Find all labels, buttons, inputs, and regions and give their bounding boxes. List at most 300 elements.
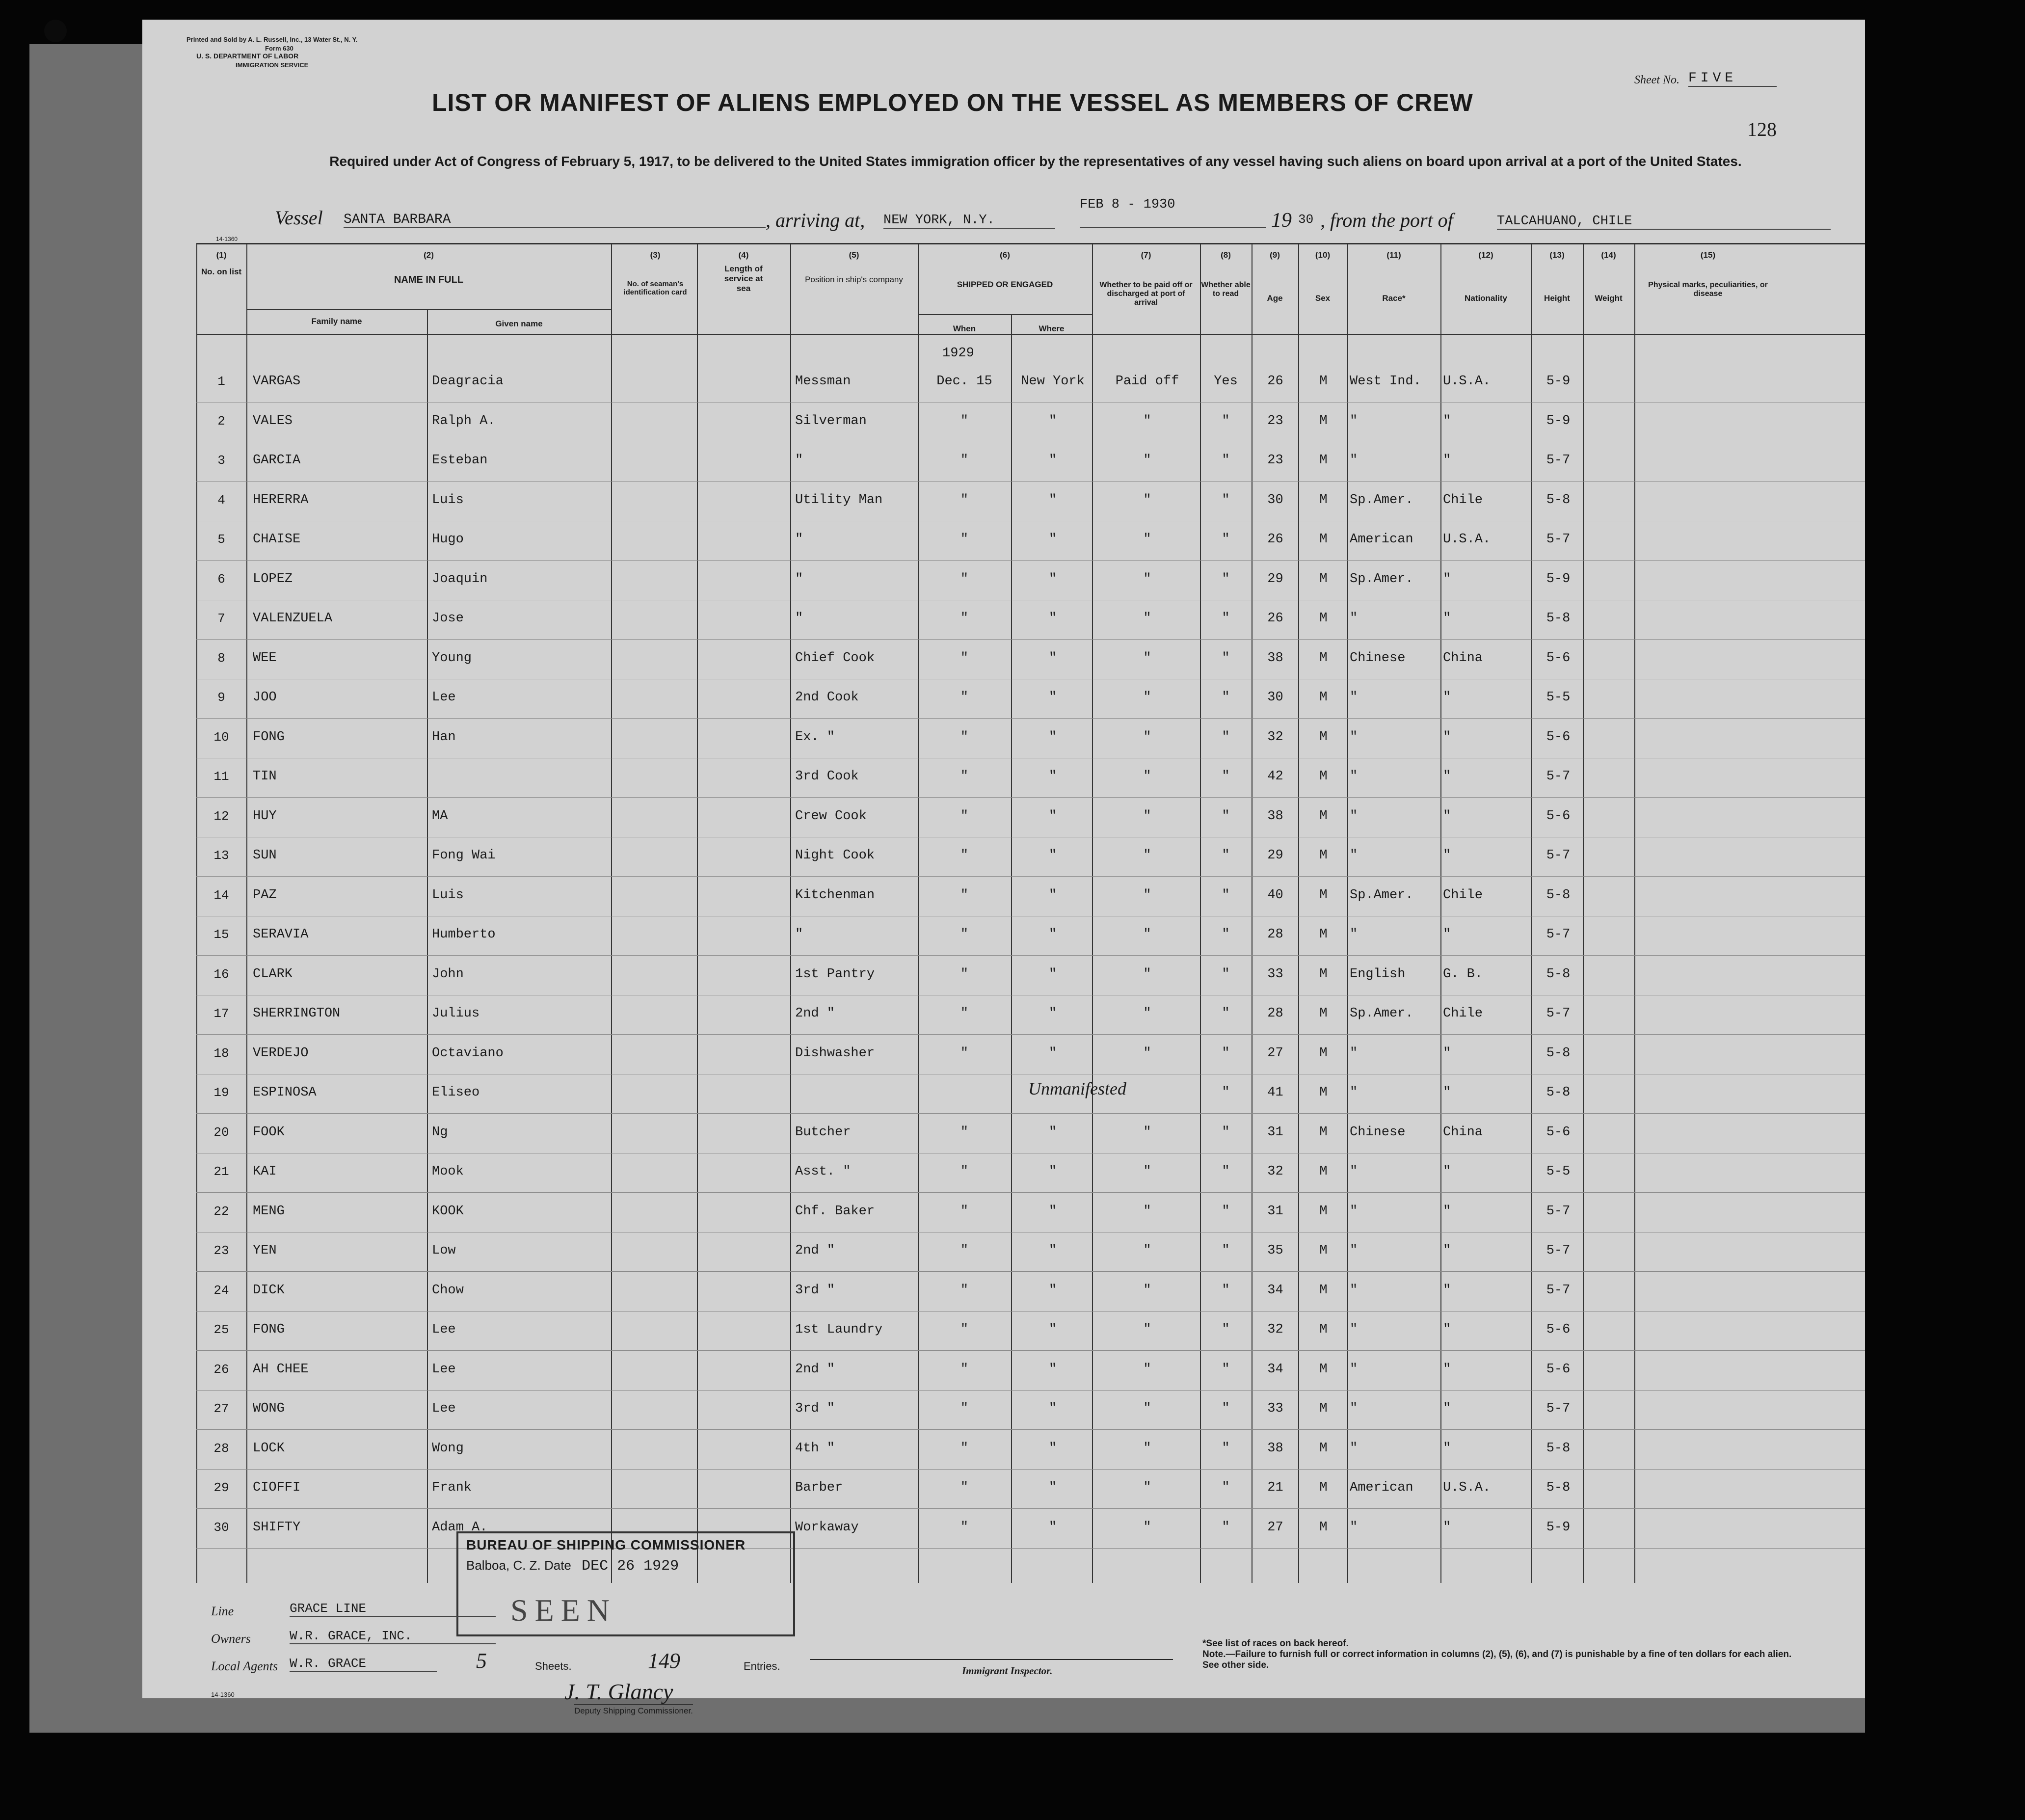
able-to-read: " bbox=[1222, 1124, 1230, 1140]
paid-off: Paid off bbox=[1115, 374, 1179, 389]
family-name: FONG bbox=[253, 729, 285, 745]
table-row bbox=[142, 995, 1865, 1035]
height: 5-6 bbox=[1546, 1124, 1571, 1140]
age: 30 bbox=[1267, 492, 1283, 508]
page-number: 128 bbox=[1747, 118, 1777, 140]
position: Crew Cook bbox=[795, 808, 867, 824]
height: 5-7 bbox=[1546, 532, 1571, 547]
shipped-where: " bbox=[1048, 927, 1057, 942]
family-name: KAI bbox=[253, 1164, 277, 1179]
height: 5-9 bbox=[1546, 374, 1571, 389]
sex: M bbox=[1319, 650, 1328, 666]
col10-header: Sex bbox=[1315, 294, 1331, 303]
race: " bbox=[1350, 927, 1358, 942]
nationality: " bbox=[1443, 1362, 1451, 1377]
paid-off: " bbox=[1143, 1006, 1151, 1021]
height: 5-6 bbox=[1546, 729, 1571, 745]
col7-num: (7) bbox=[1141, 250, 1151, 260]
family-name: YEN bbox=[253, 1243, 277, 1258]
col15-header: Physical marks, peculiarities, or disease bbox=[1648, 281, 1768, 298]
vessel-name: SANTA BARBARA bbox=[344, 212, 766, 228]
family-name: VALES bbox=[253, 413, 293, 428]
paid-off: " bbox=[1143, 1045, 1151, 1061]
age: 31 bbox=[1267, 1204, 1283, 1219]
table-row bbox=[142, 1114, 1865, 1153]
shipped-when: " bbox=[960, 769, 969, 784]
able-to-read: Yes bbox=[1214, 374, 1238, 389]
family-name: VARGAS bbox=[253, 374, 301, 389]
nationality: Chile bbox=[1443, 492, 1483, 508]
sex: M bbox=[1319, 1164, 1328, 1179]
row-number: 20 bbox=[213, 1124, 229, 1140]
given-name: Wong bbox=[432, 1441, 464, 1456]
position: Asst. " bbox=[795, 1164, 851, 1179]
paid-off: " bbox=[1143, 1322, 1151, 1337]
shipped-when: " bbox=[960, 1204, 969, 1219]
col9-header: Age bbox=[1267, 294, 1283, 303]
position: 3rd Cook bbox=[795, 769, 859, 784]
arrival-date: FEB 8 - 1930 bbox=[1080, 197, 1266, 228]
printer-line: Printed and Sold by A. L. Russell, Inc., 13 Water St., N. Y. bbox=[187, 36, 358, 43]
note-races: *See list of races on back hereof. bbox=[1202, 1638, 1349, 1649]
col8-header: Whether able to read bbox=[1201, 281, 1251, 298]
inspector-signature-line bbox=[810, 1659, 1173, 1660]
table-row bbox=[142, 1153, 1865, 1193]
given-name: Eliseo bbox=[432, 1085, 480, 1100]
table-row bbox=[142, 719, 1865, 758]
age: 27 bbox=[1267, 1045, 1283, 1061]
shipped-when: " bbox=[960, 729, 969, 745]
age: 32 bbox=[1267, 1322, 1283, 1337]
paid-off: " bbox=[1143, 1124, 1151, 1140]
able-to-read: " bbox=[1222, 769, 1230, 784]
deputy-signature: J. T. Glancy bbox=[564, 1679, 673, 1704]
sex: M bbox=[1319, 1045, 1328, 1061]
able-to-read: " bbox=[1222, 1480, 1230, 1495]
age: 30 bbox=[1267, 690, 1283, 705]
vessel-label: Vessel bbox=[275, 207, 323, 229]
sex: M bbox=[1319, 1283, 1328, 1298]
height: 5-5 bbox=[1546, 1164, 1571, 1179]
col10-num: (10) bbox=[1315, 250, 1331, 260]
table-row bbox=[142, 837, 1865, 877]
family-name: JOO bbox=[253, 690, 277, 705]
paid-off: " bbox=[1143, 611, 1151, 626]
given-name: Frank bbox=[432, 1480, 472, 1495]
race: " bbox=[1350, 808, 1358, 824]
agents-value: W.R. GRACE bbox=[290, 1656, 437, 1672]
position: 3rd " bbox=[795, 1401, 835, 1416]
paid-off: " bbox=[1143, 532, 1151, 547]
table-row bbox=[142, 1391, 1865, 1430]
able-to-read: " bbox=[1222, 1322, 1230, 1337]
race: " bbox=[1350, 1441, 1358, 1456]
col5-num: (5) bbox=[849, 250, 859, 260]
nationality: U.S.A. bbox=[1443, 1480, 1491, 1495]
position: 2nd " bbox=[795, 1362, 835, 1377]
position: 3rd " bbox=[795, 1283, 835, 1298]
col5-header: Position in ship's company bbox=[805, 275, 903, 284]
table-row bbox=[142, 640, 1865, 679]
col15-num: (15) bbox=[1700, 250, 1716, 260]
height: 5-7 bbox=[1546, 769, 1571, 784]
age: 38 bbox=[1267, 808, 1283, 824]
sex: M bbox=[1319, 1362, 1328, 1377]
row-number: 5 bbox=[217, 532, 225, 547]
shipped-where: " bbox=[1048, 1362, 1057, 1377]
sheets-label: Sheets. bbox=[535, 1660, 572, 1672]
race: " bbox=[1350, 1362, 1358, 1377]
col13-num: (13) bbox=[1549, 250, 1565, 260]
table-row bbox=[142, 1272, 1865, 1311]
shipped-when: " bbox=[960, 453, 969, 468]
able-to-read: " bbox=[1222, 532, 1230, 547]
shipped-when: " bbox=[960, 1441, 969, 1456]
age: 33 bbox=[1267, 966, 1283, 982]
row-number: 13 bbox=[213, 848, 229, 863]
given-name: Humberto bbox=[432, 927, 496, 942]
col11-header: Race* bbox=[1382, 294, 1406, 303]
entries-count: 149 bbox=[648, 1649, 680, 1673]
height: 5-6 bbox=[1546, 808, 1571, 824]
given-name: Lee bbox=[432, 690, 456, 705]
shipped-when: " bbox=[960, 1401, 969, 1416]
age: 28 bbox=[1267, 927, 1283, 942]
nationality: " bbox=[1443, 1283, 1451, 1298]
row-number: 17 bbox=[213, 1006, 229, 1021]
age: 29 bbox=[1267, 848, 1283, 863]
paid-off: " bbox=[1143, 927, 1151, 942]
table-row bbox=[142, 561, 1865, 600]
sex: M bbox=[1319, 611, 1328, 626]
given-name: Joaquin bbox=[432, 571, 488, 587]
race: West Ind. bbox=[1350, 374, 1421, 389]
race: " bbox=[1350, 1204, 1358, 1219]
paid-off: " bbox=[1143, 413, 1151, 428]
col7-header: Whether to be paid off or discharged at port of arrival bbox=[1099, 281, 1193, 307]
shipped-when: " bbox=[960, 1045, 969, 1061]
position: " bbox=[795, 453, 803, 468]
sex: M bbox=[1319, 927, 1328, 942]
deputy-label: Deputy Shipping Commissioner. bbox=[574, 1704, 693, 1716]
nationality: " bbox=[1443, 1045, 1451, 1061]
note-penalty: Note.—Failure to furnish full or correct information in columns (2), (5), (6), and (7) is punishable by a fine of ten dollars for each alien. See other side. bbox=[1202, 1649, 1792, 1670]
family-name: FOOK bbox=[253, 1124, 285, 1140]
paid-off: " bbox=[1143, 1283, 1151, 1298]
given-name: Lee bbox=[432, 1362, 456, 1377]
height: 5-7 bbox=[1546, 1243, 1571, 1258]
nationality: China bbox=[1443, 650, 1483, 666]
sex: M bbox=[1319, 1085, 1328, 1100]
race: Sp.Amer. bbox=[1350, 1006, 1413, 1021]
position: Workaway bbox=[795, 1520, 859, 1535]
given-name: MA bbox=[432, 808, 448, 824]
nationality: " bbox=[1443, 453, 1451, 468]
age: 33 bbox=[1267, 1401, 1283, 1416]
shipped-where: " bbox=[1048, 492, 1057, 508]
age: 29 bbox=[1267, 571, 1283, 587]
given-name: KOOK bbox=[432, 1204, 464, 1219]
paid-off: " bbox=[1143, 1520, 1151, 1535]
given-name: Octaviano bbox=[432, 1045, 504, 1061]
shipped-where: " bbox=[1048, 1124, 1057, 1140]
given-name: Deagracia bbox=[432, 374, 504, 389]
sex: M bbox=[1319, 1204, 1328, 1219]
nationality: " bbox=[1443, 571, 1451, 587]
able-to-read: " bbox=[1222, 1520, 1230, 1535]
shipped-where: " bbox=[1048, 887, 1057, 903]
row-number: 10 bbox=[213, 729, 229, 745]
row-number: 18 bbox=[213, 1045, 229, 1061]
position: Silverman bbox=[795, 413, 867, 428]
col3-header: No. of seaman's identification card bbox=[623, 280, 687, 296]
table-row bbox=[142, 403, 1865, 442]
table-row bbox=[142, 916, 1865, 956]
family-name: SERAVIA bbox=[253, 927, 309, 942]
given-name: John bbox=[432, 966, 464, 982]
age: 31 bbox=[1267, 1124, 1283, 1140]
paid-off: " bbox=[1143, 1401, 1151, 1416]
line-label: Line bbox=[211, 1604, 234, 1618]
height: 5-7 bbox=[1546, 453, 1571, 468]
row-number: 25 bbox=[213, 1322, 229, 1337]
position: Messman bbox=[795, 374, 851, 389]
col14-num: (14) bbox=[1601, 250, 1616, 260]
age: 26 bbox=[1267, 611, 1283, 626]
shipped-where: " bbox=[1048, 1204, 1057, 1219]
col11-num: (11) bbox=[1386, 250, 1401, 260]
col4-num: (4) bbox=[738, 250, 749, 260]
sex: M bbox=[1319, 887, 1328, 903]
form-code-top: 14-1360 bbox=[216, 236, 238, 242]
nationality: " bbox=[1443, 413, 1451, 428]
height: 5-9 bbox=[1546, 1520, 1571, 1535]
age: 28 bbox=[1267, 1006, 1283, 1021]
able-to-read: " bbox=[1222, 413, 1230, 428]
position: 2nd " bbox=[795, 1243, 835, 1258]
able-to-read: " bbox=[1222, 1164, 1230, 1179]
stamp-date: DEC 26 1929 bbox=[582, 1558, 679, 1575]
family-name: CLARK bbox=[253, 966, 293, 982]
family-name: ESPINOSA bbox=[253, 1085, 317, 1100]
shipped-when: " bbox=[960, 1520, 969, 1535]
col14-header: Weight bbox=[1595, 294, 1623, 303]
row-number: 4 bbox=[217, 492, 225, 508]
position: Chf. Baker bbox=[795, 1204, 875, 1219]
from-port: TALCAHUANO, CHILE bbox=[1497, 214, 1831, 230]
paid-off: " bbox=[1143, 1164, 1151, 1179]
row-number: 8 bbox=[217, 650, 225, 666]
sheet-number: FIVE bbox=[1688, 71, 1777, 87]
race: " bbox=[1350, 769, 1358, 784]
agents-label: Local Agents bbox=[211, 1659, 278, 1673]
age: 42 bbox=[1267, 769, 1283, 784]
race: Sp.Amer. bbox=[1350, 887, 1413, 903]
year-note: 1929 bbox=[942, 346, 974, 361]
able-to-read: " bbox=[1222, 492, 1230, 508]
row-number: 1 bbox=[217, 374, 225, 389]
col8-num: (8) bbox=[1221, 250, 1231, 260]
row-number: 2 bbox=[217, 413, 225, 428]
shipped-where: " bbox=[1048, 611, 1057, 626]
paid-off: " bbox=[1143, 492, 1151, 508]
row-number: 29 bbox=[213, 1480, 229, 1495]
given-name: Young bbox=[432, 650, 472, 666]
shipped-where: " bbox=[1048, 1520, 1057, 1535]
page-subtitle: Required under Act of Congress of February 5, 1917, to be delivered to the United States immigration officer by the representatives of any vessel having such aliens on board upon arrival at a port of the United States. bbox=[329, 154, 1742, 169]
height: 5-7 bbox=[1546, 1006, 1571, 1021]
row-number: 12 bbox=[213, 808, 229, 824]
col2-header: NAME IN FULL bbox=[394, 274, 464, 285]
row-number: 9 bbox=[217, 690, 225, 705]
height: 5-7 bbox=[1546, 1401, 1571, 1416]
family-name: DICK bbox=[253, 1283, 285, 1298]
owners-value: W.R. GRACE, INC. bbox=[290, 1629, 496, 1644]
family-name: WEE bbox=[253, 650, 277, 666]
nationality: Chile bbox=[1443, 887, 1483, 903]
race: " bbox=[1350, 1322, 1358, 1337]
family-name: SUN bbox=[253, 848, 277, 863]
shipped-when: " bbox=[960, 650, 969, 666]
able-to-read: " bbox=[1222, 848, 1230, 863]
position: 2nd " bbox=[795, 1006, 835, 1021]
paid-off: " bbox=[1143, 650, 1151, 666]
race: " bbox=[1350, 848, 1358, 863]
col1-header: No. on list bbox=[201, 267, 242, 276]
table-row bbox=[142, 1232, 1865, 1272]
given-name: Lee bbox=[432, 1322, 456, 1337]
given-name: Esteban bbox=[432, 453, 488, 468]
table-row bbox=[142, 877, 1865, 916]
able-to-read: " bbox=[1222, 1006, 1230, 1021]
sex: M bbox=[1319, 1480, 1328, 1495]
age: 34 bbox=[1267, 1362, 1283, 1377]
paid-off: " bbox=[1143, 690, 1151, 705]
age: 23 bbox=[1267, 453, 1283, 468]
sex: M bbox=[1319, 690, 1328, 705]
table-row bbox=[142, 1074, 1865, 1114]
able-to-read: " bbox=[1222, 927, 1230, 942]
given-name: Luis bbox=[432, 492, 464, 508]
arriving-label: , arriving at, bbox=[766, 209, 865, 231]
shipped-where: " bbox=[1048, 532, 1057, 547]
row-number: 15 bbox=[213, 927, 229, 942]
from-label: , from the port of bbox=[1320, 209, 1453, 231]
family-name: HERERRA bbox=[253, 492, 309, 508]
nationality: " bbox=[1443, 729, 1451, 745]
height: 5-8 bbox=[1546, 1480, 1571, 1495]
age: 27 bbox=[1267, 1520, 1283, 1535]
row-number: 26 bbox=[213, 1362, 229, 1377]
family-name: LOCK bbox=[253, 1441, 285, 1456]
height: 5-6 bbox=[1546, 650, 1571, 666]
race: " bbox=[1350, 611, 1358, 626]
table-row bbox=[142, 363, 1865, 402]
table-row bbox=[142, 956, 1865, 995]
year-prefix: 19 bbox=[1271, 209, 1292, 232]
punch-hole bbox=[44, 20, 67, 42]
height: 5-9 bbox=[1546, 571, 1571, 587]
arriving-port: NEW YORK, N.Y. bbox=[883, 213, 1055, 229]
shipped-when: " bbox=[960, 848, 969, 863]
race: American bbox=[1350, 1480, 1413, 1495]
shipped-when: " bbox=[960, 532, 969, 547]
col1-num: (1) bbox=[216, 250, 227, 260]
position: Kitchenman bbox=[795, 887, 875, 903]
entries-label: Entries. bbox=[744, 1660, 780, 1672]
shipped-where: " bbox=[1048, 966, 1057, 982]
sheets-count: 5 bbox=[476, 1649, 487, 1673]
shipped-where: " bbox=[1048, 453, 1057, 468]
table-row bbox=[142, 1430, 1865, 1470]
position: 2nd Cook bbox=[795, 690, 859, 705]
given-name: Han bbox=[432, 729, 456, 745]
age: 21 bbox=[1267, 1480, 1283, 1495]
table-row bbox=[142, 758, 1865, 798]
position: Dishwasher bbox=[795, 1045, 875, 1061]
age: 40 bbox=[1267, 887, 1283, 903]
age: 23 bbox=[1267, 413, 1283, 428]
shipped-when: " bbox=[960, 1243, 969, 1258]
shipped-where: " bbox=[1048, 1243, 1057, 1258]
shipped-when: " bbox=[960, 1006, 969, 1021]
shipped-when: Dec. 15 bbox=[936, 374, 992, 389]
height: 5-6 bbox=[1546, 1322, 1571, 1337]
sex: M bbox=[1319, 1322, 1328, 1337]
sex: M bbox=[1319, 413, 1328, 428]
stamp-location: Balboa, C. Z. Date bbox=[466, 1558, 571, 1573]
nationality: U.S.A. bbox=[1443, 532, 1491, 547]
able-to-read: " bbox=[1222, 1085, 1230, 1100]
able-to-read: " bbox=[1222, 611, 1230, 626]
family-name: LOPEZ bbox=[253, 571, 293, 587]
position: Night Cook bbox=[795, 848, 875, 863]
position: Butcher bbox=[795, 1124, 851, 1140]
inspector-label: Immigrant Inspector. bbox=[962, 1665, 1053, 1677]
table-row bbox=[142, 1311, 1865, 1351]
row-number: 28 bbox=[213, 1441, 229, 1456]
age: 41 bbox=[1267, 1085, 1283, 1100]
paid-off: " bbox=[1143, 453, 1151, 468]
nationality: " bbox=[1443, 1401, 1451, 1416]
shipped-where: " bbox=[1048, 1045, 1057, 1061]
able-to-read: " bbox=[1222, 571, 1230, 587]
able-to-read: " bbox=[1222, 1243, 1230, 1258]
table-row bbox=[142, 679, 1865, 719]
able-to-read: " bbox=[1222, 453, 1230, 468]
shipped-when: " bbox=[960, 1283, 969, 1298]
table-row bbox=[142, 1509, 1865, 1549]
col13-header: Height bbox=[1544, 294, 1570, 303]
given-name: Fong Wai bbox=[432, 848, 496, 863]
table-row bbox=[142, 1470, 1865, 1509]
row-number: 21 bbox=[213, 1164, 229, 1179]
age: 38 bbox=[1267, 650, 1283, 666]
shipped-where: " bbox=[1048, 1401, 1057, 1416]
nationality: " bbox=[1443, 1204, 1451, 1219]
col2a-header: Family name bbox=[311, 317, 362, 326]
shipped-when: " bbox=[960, 1164, 969, 1179]
sex: M bbox=[1319, 1520, 1328, 1535]
race: " bbox=[1350, 1520, 1358, 1535]
able-to-read: " bbox=[1222, 808, 1230, 824]
paid-off: " bbox=[1143, 571, 1151, 587]
age: 32 bbox=[1267, 1164, 1283, 1179]
race: " bbox=[1350, 453, 1358, 468]
family-name: SHERRINGTON bbox=[253, 1006, 341, 1021]
col2-num: (2) bbox=[424, 250, 434, 260]
shipped-where: " bbox=[1048, 808, 1057, 824]
